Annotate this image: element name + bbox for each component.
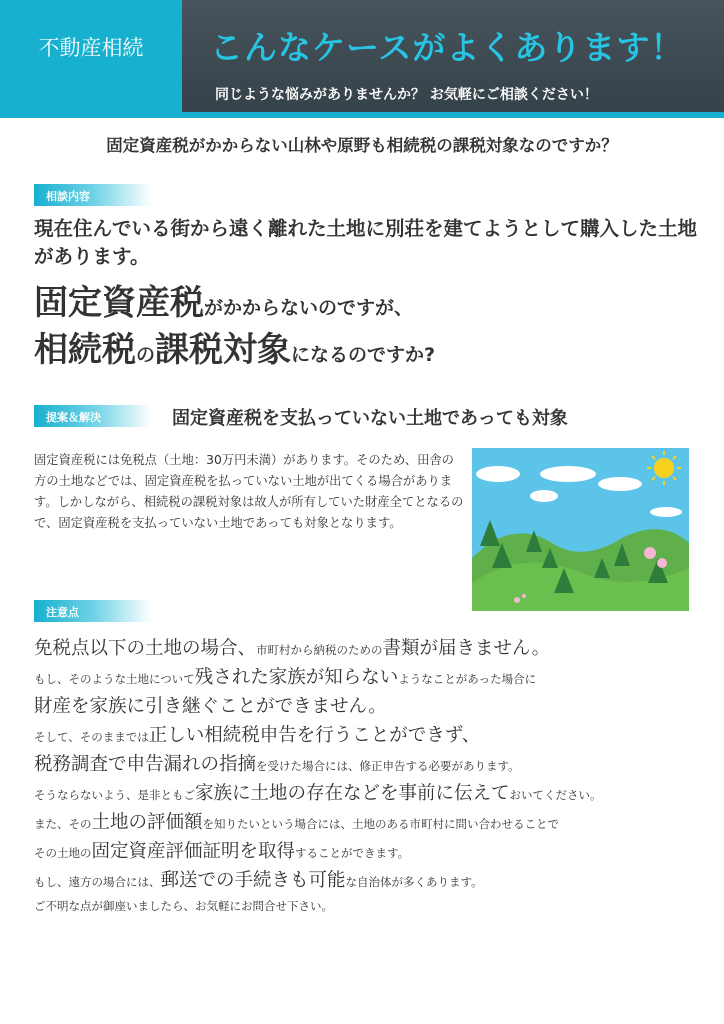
note-emphasis: 残された家族が知らない — [194, 667, 399, 688]
emphasis-text: がかからないのですが、 — [204, 297, 414, 319]
note-line — [34, 895, 714, 924]
note-line — [34, 721, 714, 750]
main-question: 固定資産税がかからない山林や原野も相続税の課税対象なのですか？ — [106, 136, 618, 155]
note-emphasis: 固定資産評価証明を取得 — [91, 841, 296, 862]
note-emphasis: 財産を家族に引き継ぐことができません。 — [34, 696, 387, 717]
note-line — [34, 808, 714, 837]
landscape-illustration — [472, 448, 689, 611]
note-text: を受けた場合には、修正申告する必要があります。 — [256, 759, 520, 773]
proposal-heading: 固定資産税を支払っていない土地であっても対象 — [172, 408, 568, 429]
notes-tag — [34, 600, 152, 622]
header-divider — [0, 112, 724, 118]
consultation-tag-label: 相談内容 — [46, 190, 90, 203]
note-text: ようなことがあった場合に — [398, 672, 537, 686]
emphasis-particle: の — [136, 344, 156, 366]
note-text: また、その — [34, 817, 92, 831]
note-line — [34, 866, 714, 895]
note-text: もし、遠方の場合には、 — [34, 875, 161, 889]
note-line — [34, 779, 714, 808]
consultation-emphasis-2 — [34, 322, 435, 371]
emphasis-taxable: 課税対象 — [155, 330, 292, 370]
category-label-box — [0, 0, 182, 112]
category-label: 不動産相続 — [38, 36, 144, 60]
consultation-emphasis-1 — [34, 275, 413, 324]
note-text: することができます。 — [295, 846, 410, 860]
note-line — [34, 634, 714, 663]
note-line — [34, 837, 714, 866]
notes-tag-label: 注意点 — [46, 606, 79, 619]
note-emphasis: 土地の評価額 — [91, 812, 203, 833]
title-box — [182, 0, 724, 112]
proposal-tag-label: 提案＆解決 — [46, 411, 101, 424]
emphasis-inheritance-tax: 相続税 — [34, 330, 136, 370]
note-text: そうならないよう、是非ともご — [34, 788, 195, 802]
note-line — [34, 663, 714, 692]
note-text: 市町村から納税のための — [256, 643, 383, 657]
note-text: ご不明な点が御座いましたら、お気軽にお問合せ下さい。 — [34, 899, 333, 913]
emphasis-text: になるのですか? — [291, 344, 436, 366]
note-emphasis: 免税点以下の土地の場合、 — [34, 638, 257, 659]
note-emphasis: 税務調査で申告漏れの指摘 — [34, 754, 257, 775]
note-text: を知りたいという場合には、土地のある市町村に問い合わせることで — [202, 817, 560, 831]
note-emphasis: 家族に土地の存在などを事前に伝えて — [195, 783, 510, 804]
page-subtitle: 同じような悩みがありませんか？ お気軽にご相談ください！ — [215, 87, 598, 103]
note-line — [34, 692, 714, 721]
note-text: もし、そのような土地について — [34, 672, 195, 686]
note-emphasis: 書類が届きません。 — [382, 638, 551, 659]
page-title: こんなケースがよくあります！ — [210, 28, 685, 67]
note-text: その土地の — [34, 846, 92, 860]
proposal-body: 固定資産税には免税点（土地：30万円未満）があります。そのため、田舎の方の土地などでは、固定資産税を払っていない土地が出てくる場合があります。しかしながら、相続税の課税対象は故人が所有していた財産全てとなるので、固定資産税を支払っていない土地であっても対象となります。 — [34, 453, 464, 530]
note-emphasis: 郵送での手続きも可能 — [160, 870, 346, 891]
notes-section — [34, 634, 714, 924]
note-text: な自治体が多くあります。 — [345, 875, 483, 889]
emphasis-fixed-asset-tax: 固定資産税 — [34, 283, 204, 323]
note-text: そして、そのままでは — [34, 730, 149, 744]
proposal-tag — [34, 405, 152, 427]
consultation-text: 現在住んでいる街から遠く離れた土地に別荘を建てようとして購入した土地があります。 — [34, 217, 698, 268]
note-line — [34, 750, 714, 779]
header-banner — [0, 0, 724, 118]
note-text: おいてください。 — [509, 788, 602, 802]
consultation-tag — [34, 184, 152, 206]
note-emphasis: 正しい相続税申告を行うことができず、 — [148, 725, 481, 746]
